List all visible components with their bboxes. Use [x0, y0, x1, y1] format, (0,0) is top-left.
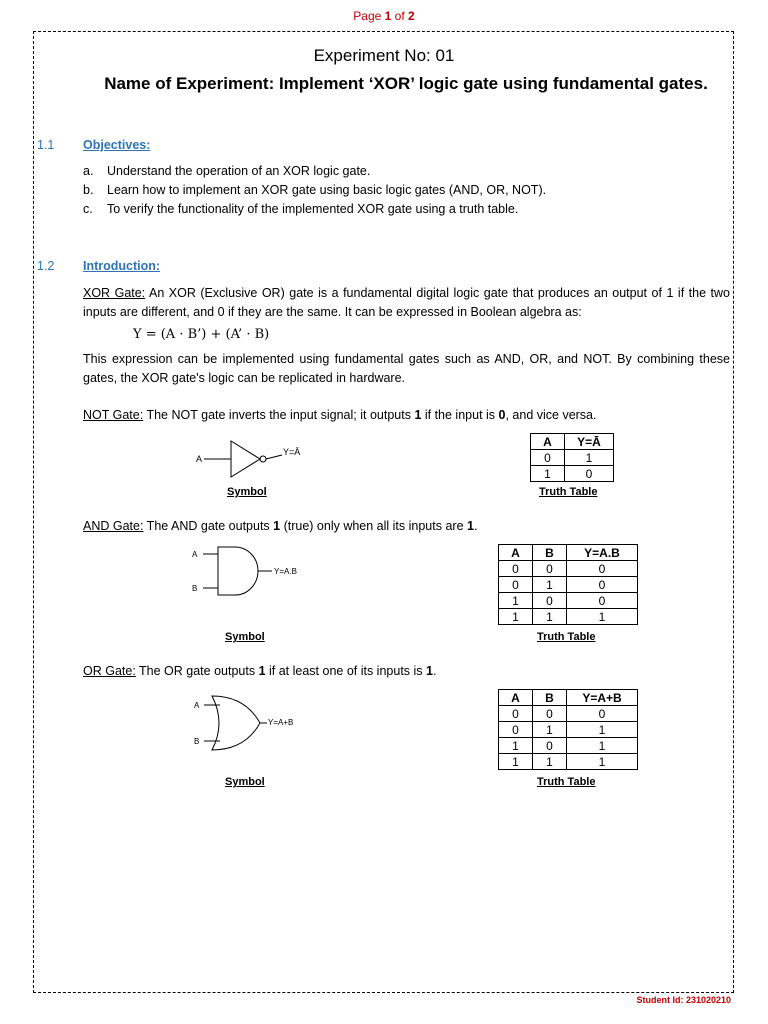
and-gate-description: AND Gate: The AND gate outputs 1 (true) only when all its inputs are 1.: [83, 519, 478, 533]
not-truth-table: A Y=Ā 0 1 1 0: [530, 433, 614, 482]
table-row: 0 1 0: [499, 577, 638, 593]
table-row: 1 0: [531, 466, 614, 482]
and-table-caption: Truth Table: [537, 631, 596, 643]
and-symbol-caption: Symbol: [225, 631, 265, 643]
or-truth-table: A B Y=A+B 0 0 0 0 1 1 1 0 1 1 1 1: [498, 689, 638, 770]
section-title-introduction: Introduction:: [83, 259, 161, 273]
table-row: 1 1 1: [499, 609, 638, 625]
and-input-a-label: A: [192, 550, 198, 559]
objective-item: b. Learn how to implement an XOR gate using basic logic gates (AND, OR, NOT).: [83, 183, 547, 197]
or-gate-description: OR Gate: The OR gate outputs 1 if at least one of its inputs is 1.: [83, 664, 437, 678]
not-table-caption: Truth Table: [539, 486, 598, 498]
table-row: 0 0 0: [499, 706, 638, 722]
table-row: 1 1 1: [499, 754, 638, 770]
or-table-caption: Truth Table: [537, 776, 596, 788]
not-gate-description: NOT Gate: The NOT gate inverts the input signal; it outputs 1 if the input is 0, and vice versa.: [83, 408, 597, 422]
not-input-label: A: [196, 454, 203, 464]
section-title-objectives: Objectives:: [83, 138, 151, 152]
not-output-label: Y=Ā: [283, 447, 301, 457]
and-truth-table: A B Y=A.B 0 0 0 0 1 0 1 0 0 1 1 1: [498, 544, 638, 625]
not-gate-symbol: [190, 435, 320, 480]
table-row: 0 1: [531, 450, 614, 466]
objective-item: c. To verify the functionality of the implemented XOR gate using a truth table.: [83, 202, 519, 216]
or-input-b-label: B: [194, 737, 200, 746]
or-symbol-caption: Symbol: [225, 776, 265, 788]
or-gate-symbol: [190, 692, 320, 752]
and-gate-symbol: [190, 543, 320, 603]
and-output-label: Y=A.B: [274, 567, 297, 576]
table-row: 1 0 0: [499, 593, 638, 609]
experiment-number: Experiment No: 01: [313, 46, 455, 65]
table-row: 1 0 1: [499, 738, 638, 754]
table-row: 0 0 0: [499, 561, 638, 577]
student-id: Student Id: 231020210: [636, 995, 731, 1005]
xor-paragraph: XOR Gate: An XOR (Exclusive OR) gate is a fundamental digital logic gate that produces an output of 1 if the two inputs are different, and 0 if they are the same. It can be expressed in Boolean algebra as:: [83, 286, 730, 319]
experiment-name: Name of Experiment: Implement ‘XOR’ logic gate using fundamental gates.: [104, 74, 708, 93]
or-input-a-label: A: [194, 701, 200, 710]
not-symbol-caption: Symbol: [227, 486, 267, 498]
section-number-objectives: 1.1: [37, 138, 55, 152]
table-row: 0 1 1: [499, 722, 638, 738]
objective-item: a. Understand the operation of an XOR logic gate.: [83, 164, 371, 178]
page-number: Page 1 of 2: [353, 9, 415, 23]
and-input-b-label: B: [192, 584, 198, 593]
section-number-introduction: 1.2: [37, 259, 55, 273]
or-output-label: Y=A+B: [268, 718, 294, 727]
xor-equation: Y = (A · B’) + (A’ · B): [133, 327, 270, 342]
implementation-paragraph: This expression can be implemented using fundamental gates such as AND, OR, and NOT. By combining these gates, the XOR gate's logic can be replicated in hardware.: [83, 352, 730, 385]
